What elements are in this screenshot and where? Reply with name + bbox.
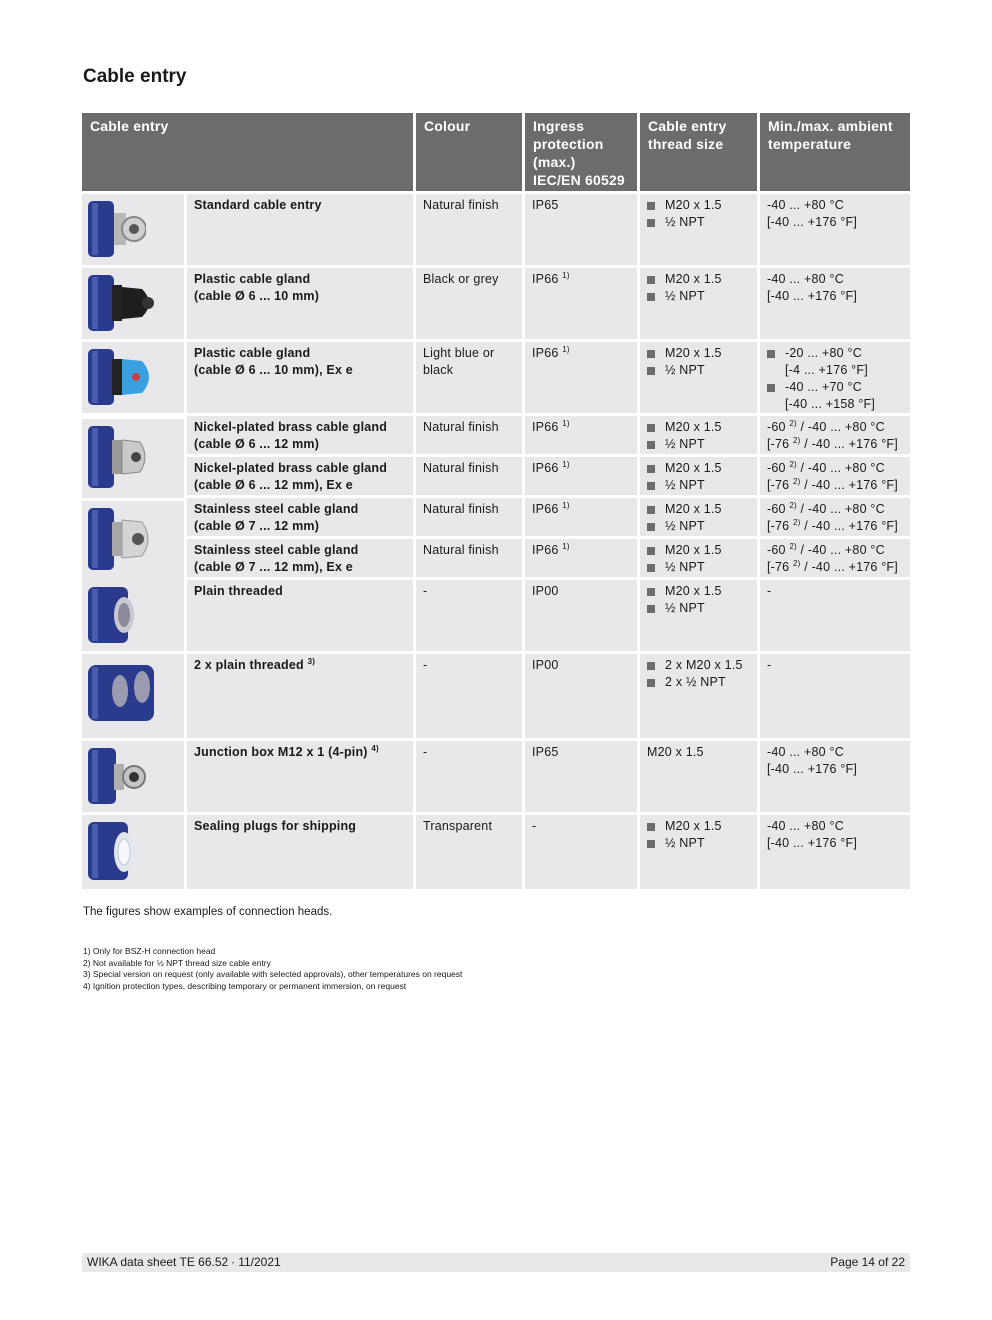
footer-datasheet: WIKA data sheet TE 66.52 ∙ 11/2021: [87, 1255, 281, 1269]
table-header: [82, 113, 910, 191]
row-thread: M20 x 1.5 ½ NPT: [640, 416, 757, 454]
row-ip: IP66 $^{1)}$: [525, 457, 637, 495]
table-row: [82, 194, 910, 265]
row-name: Stainless steel cable gland (cable Ø 7 ... 12 mm): [187, 498, 413, 536]
row-ip: IP66 $^{1)}$: [525, 268, 637, 339]
header-temperature: Min./max. ambient temperature: [760, 113, 910, 191]
plastic-cable-gland-ex-image: [82, 342, 184, 413]
row-thread: M20 x 1.5 ½ NPT: [640, 342, 757, 413]
row-ip: IP00: [525, 654, 637, 738]
row-temperature: -60 $^{2)}$ / -40 ... +80 °C [-76 $^{2)}$ / -40 ... +176 °F]: [760, 457, 910, 495]
row-colour: -: [416, 580, 522, 651]
row-thread: M20 x 1.5 ½ NPT: [640, 580, 757, 651]
header-colour: Colour: [416, 113, 522, 191]
footer-page-number: Page 14 of 22: [830, 1255, 905, 1269]
row-colour: Light blue or black: [416, 342, 522, 413]
row-group-stainless: [82, 498, 910, 577]
row-colour: Natural finish: [416, 416, 522, 454]
row-colour: Transparent: [416, 815, 522, 889]
table-row: [82, 741, 910, 812]
table-row: [82, 539, 910, 577]
row-colour: -: [416, 654, 522, 738]
two-plain-threaded-image: [82, 654, 184, 738]
footnote-2: 2) Not available for ½ NPT thread size cable entry: [83, 958, 271, 968]
row-temperature: -20 ... +80 °C [-4 ... +176 °F] -40 ... +70 °C [-40 ... +158 °F]: [760, 342, 910, 413]
row-temperature: -: [760, 654, 910, 738]
plain-threaded-image: [82, 580, 184, 651]
table-row: [82, 342, 910, 413]
row-colour: Natural finish: [416, 539, 522, 577]
row-name: Plastic cable gland (cable Ø 6 ... 10 mm): [187, 268, 413, 339]
row-name: Stainless steel cable gland (cable Ø 7 ... 12 mm), Ex e: [187, 539, 413, 577]
footnote-1: 1) Only for BSZ-H connection head: [83, 946, 216, 956]
row-thread: M20 x 1.5 ½ NPT: [640, 268, 757, 339]
row-thread: 2 x M20 x 1.5 2 x ½ NPT: [640, 654, 757, 738]
row-thread: M20 x 1.5: [640, 741, 757, 812]
row-colour: Natural finish: [416, 498, 522, 536]
page-footer: [82, 1253, 910, 1272]
footnote-4: 4) Ignition protection types, describing temporary or permanent immersion, on request: [83, 981, 407, 991]
row-thread: M20 x 1.5 ½ NPT: [640, 457, 757, 495]
row-name: Standard cable entry: [187, 194, 413, 265]
row-thread: M20 x 1.5 ½ NPT: [640, 539, 757, 577]
cable-entry-table: [82, 113, 910, 889]
row-thread: M20 x 1.5 ½ NPT: [640, 498, 757, 536]
row-temperature: -60 $^{2)}$ / -40 ... +80 °C [-76 $^{2)}$ / -40 ... +176 °F]: [760, 416, 910, 454]
header-thread: Cable entry thread size: [640, 113, 757, 191]
row-name: Nickel-plated brass cable gland (cable Ø 6 ... 12 mm): [187, 416, 413, 454]
sealing-plug-image: [82, 815, 184, 889]
row-ip: IP66 $^{1)}$: [525, 539, 637, 577]
stainless-cable-gland-image: [82, 501, 184, 580]
row-colour: -: [416, 741, 522, 812]
header-cable-entry: Cable entry: [82, 113, 413, 191]
table-row: [82, 654, 910, 738]
row-temperature: -40 ... +80 °C [-40 ... +176 °F]: [760, 815, 910, 889]
row-colour: Natural finish: [416, 457, 522, 495]
row-temperature: -40 ... +80 °C [-40 ... +176 °F]: [760, 741, 910, 812]
row-temperature: -: [760, 580, 910, 651]
brass-cable-gland-image: [82, 419, 184, 498]
row-temperature: -40 ... +80 °C [-40 ... +176 °F]: [760, 194, 910, 265]
header-ingress: Ingress protection (max.) IEC/EN 60529: [525, 113, 637, 191]
table-row: [82, 268, 910, 339]
row-name: Plastic cable gland (cable Ø 6 ... 10 mm), Ex e: [187, 342, 413, 413]
junction-box-image: [82, 741, 184, 812]
row-temperature: -60 $^{2)}$ / -40 ... +80 °C [-76 $^{2)}$ / -40 ... +176 °F]: [760, 498, 910, 536]
row-name: Plain threaded: [187, 580, 413, 651]
row-ip: IP65: [525, 741, 637, 812]
row-temperature: -40 ... +80 °C [-40 ... +176 °F]: [760, 268, 910, 339]
row-group-brass: [82, 416, 910, 495]
table-row: [82, 457, 910, 495]
row-thread: M20 x 1.5 ½ NPT: [640, 194, 757, 265]
row-colour: Black or grey: [416, 268, 522, 339]
row-ip: IP66 $^{1)}$: [525, 416, 637, 454]
standard-cable-entry-image: [82, 194, 184, 265]
table-row: [82, 416, 910, 454]
row-temperature: -60 $^{2)}$ / -40 ... +80 °C [-76 $^{2)}$ / -40 ... +176 °F]: [760, 539, 910, 577]
table-row: [82, 815, 910, 889]
footnote-3: 3) Special version on request (only available with selected approvals), other temperatures on request: [83, 969, 463, 979]
row-thread: M20 x 1.5 ½ NPT: [640, 815, 757, 889]
table-row: [82, 580, 910, 651]
row-name: Junction box M12 x 1 (4-pin) $^{4)}$: [187, 741, 413, 812]
row-name: Nickel-plated brass cable gland (cable Ø 6 ... 12 mm), Ex e: [187, 457, 413, 495]
page-title: Cable entry: [83, 66, 187, 87]
row-ip: IP66 $^{1)}$: [525, 498, 637, 536]
row-ip: IP65: [525, 194, 637, 265]
row-name: 2 x plain threaded $^{3)}$: [187, 654, 413, 738]
table-row: [82, 498, 910, 536]
row-name: Sealing plugs for shipping: [187, 815, 413, 889]
row-ip: -: [525, 815, 637, 889]
plastic-cable-gland-image: [82, 268, 184, 339]
row-colour: Natural finish: [416, 194, 522, 265]
row-ip: IP00: [525, 580, 637, 651]
figures-note: The figures show examples of connection heads.: [83, 906, 333, 918]
row-ip: IP66 $^{1)}$: [525, 342, 637, 413]
